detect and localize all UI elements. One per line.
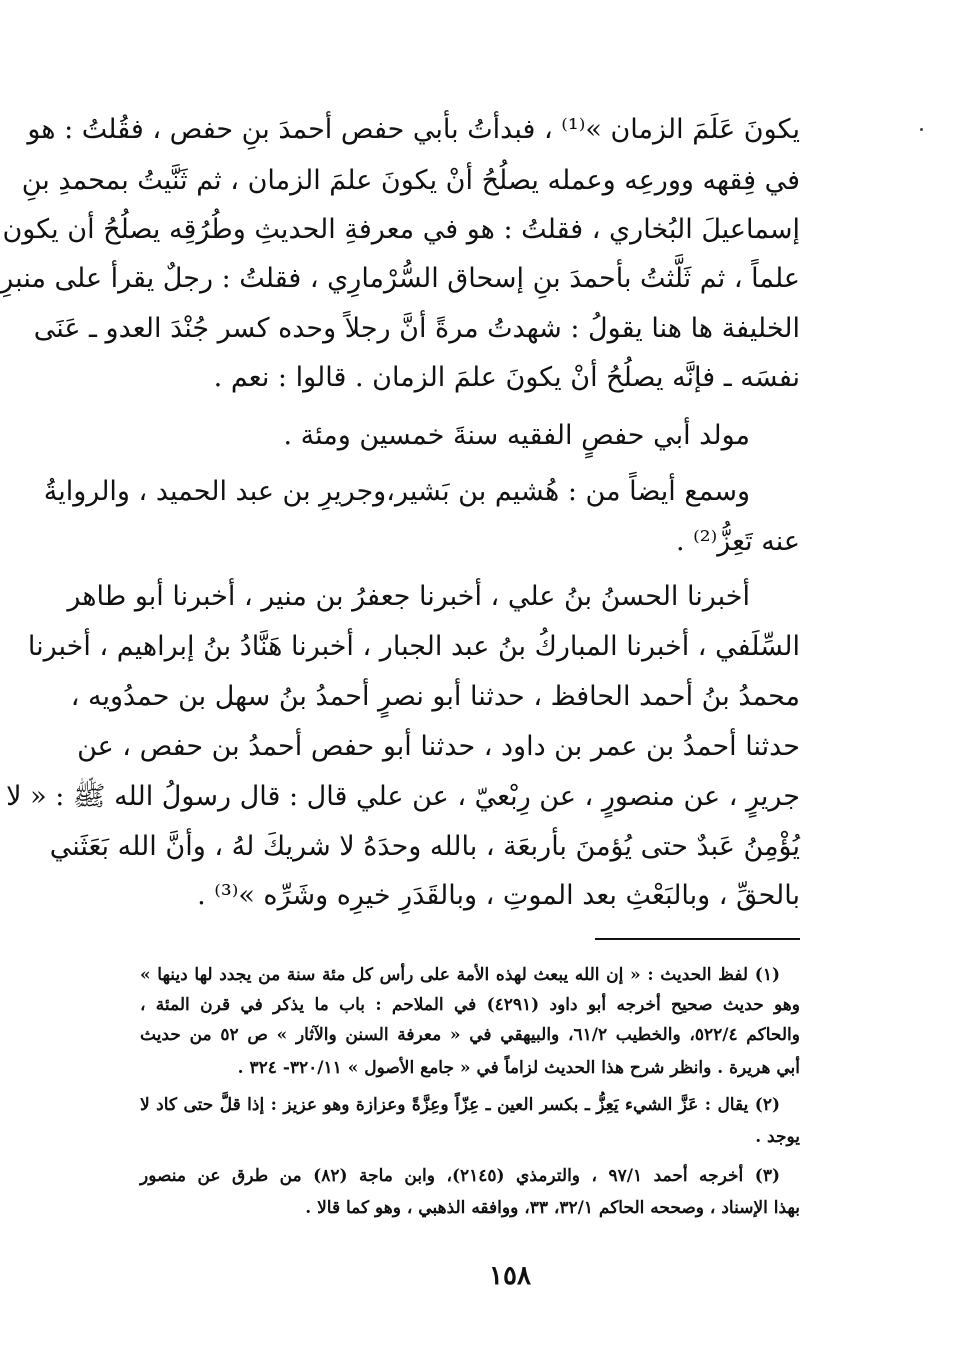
footnote-line: (٣) أخرجه أحمد ٩٧/١ ، والترمذي (٢١٤٥)، وابن ماجة (٨٢) من طرق عن منصور [140,1166,780,1186]
text-line: حدثنا أحمدُ بن عمر بن داود ، حدثنا أبو حفص أحمدُ بن حفص ، عن [77,731,800,762]
text-line: علماً ، ثم ثَلَّثتُ بأحمدَ بنِ إسحاق السُّرْمارِي ، فقلتُ : رجلٌ يقرأ على منبرِ [0,263,800,294]
footnote-line: والحاكم ٥٢٢/٤، والخطيب ٦١/٢، والبيهقي في « معرفة السنن والآثار » ص ٥٢ من حديث [140,1025,800,1045]
footnote-line: وهو حديث صحيح أخرجه أبو داود (٤٢٩١) في الملاحم : باب ما يذكر في قرن المئة ، [140,995,800,1015]
text-line: يكونَ عَلَمَ الزمان »⁽¹⁾ ، فبدأتُ بأبي حفص أحمدَ بنِ حفص ، فقُلتُ : هو [27,114,800,145]
footnote-separator [595,938,800,940]
footnote-line: بهذا الإسناد ، وصححه الحاكم ٣٢/١، ٣٣، ووافقه الذهبي ، وهو كما قالا . [305,1198,800,1218]
footnote-line: يوجد . [755,1127,800,1147]
footnote-line: (١) لفظ الحديث : « إن الله يبعث لهذه الأمة على رأس كل مئة سنة من يجدد لها دينها » [140,965,780,985]
birth-note: مولد أبي حفصٍ الفقيه سنةَ خمسين ومئة . [283,420,750,451]
text-line: عنه تَعِزُّ⁽²⁾ . [675,526,800,557]
text-line: إسماعيلَ البُخاري ، فقلتُ : هو في معرفةِ الحديثِ وطُرُقِه يصلُحُ أن يكون [2,214,800,245]
text-line: الخليفة ها هنا يقولُ : شهدتُ مرةً أنَّ رجلاً وحده كسر جُنْدَ العدو ـ عَنَى [33,313,800,344]
page-number: ١٥٨ [489,1261,531,1291]
text-line: بالحقِّ ، وبالبَعْثِ بعد الموتِ ، وبالقَدَرِ خيرِه وشَرِّه »⁽³⁾ . [197,880,800,911]
text-line: وسمع أيضاً من : هُشيم بن بَشير،وجريرِ بن عبد الحميد ، والروايةُ [43,476,750,507]
footnote-line: أبي هريرة . وانظر شرح هذا الحديث لزاماً في « جامع الأصول » ٣٢٠/١١- ٣٢٤ . [237,1058,800,1078]
text-line: محمدُ بنُ أحمد الحافظ ، حدثنا أبو نصرٍ أحمدُ بنُ سهل بن حمدُويه ، [70,681,800,712]
text-line: جريرٍ ، عن منصورٍ ، عن رِبْعيّ ، عن علي قال : قال رسولُ الله ﷺ : « لا [6,781,800,812]
text-line: يُؤْمِنُ عَبدٌ حتى يُؤمنَ بأربعَة ، بالله وحدَهُ لا شريكَ لهُ ، وأنَّ الله بَعَثَني [49,831,800,862]
stray-mark [920,128,923,131]
text-line: في فِقهه وورعِه وعمله يصلُحُ أنْ يكونَ علمَ الزمان ، ثم ثَنَّيتُ بمحمدِ بنِ [21,165,800,196]
footnote-line: (٢) يقال : عَزَّ الشيء يَعِزُّ ـ بكسر العين ـ عِزّاً وعِزَّةً وعزازة وهو عزيز : إذا قلَّ حتى كاد لا [140,1095,780,1115]
text-line: السِّلَفي ، أخبرنا المباركُ بنُ عبد الجبار ، أخبرنا هَنَّادُ بنُ إبراهيم ، أخبرنا [27,631,800,662]
text-line: أخبرنا الحسنُ بنُ علي ، أخبرنا جعفرُ بن منير ، أخبرنا أبو طاهر [67,581,750,612]
text-line: نفسَه ـ فإنَّه يصلُحُ أنْ يكونَ علمَ الزمان . قالوا : نعم . [213,362,800,393]
